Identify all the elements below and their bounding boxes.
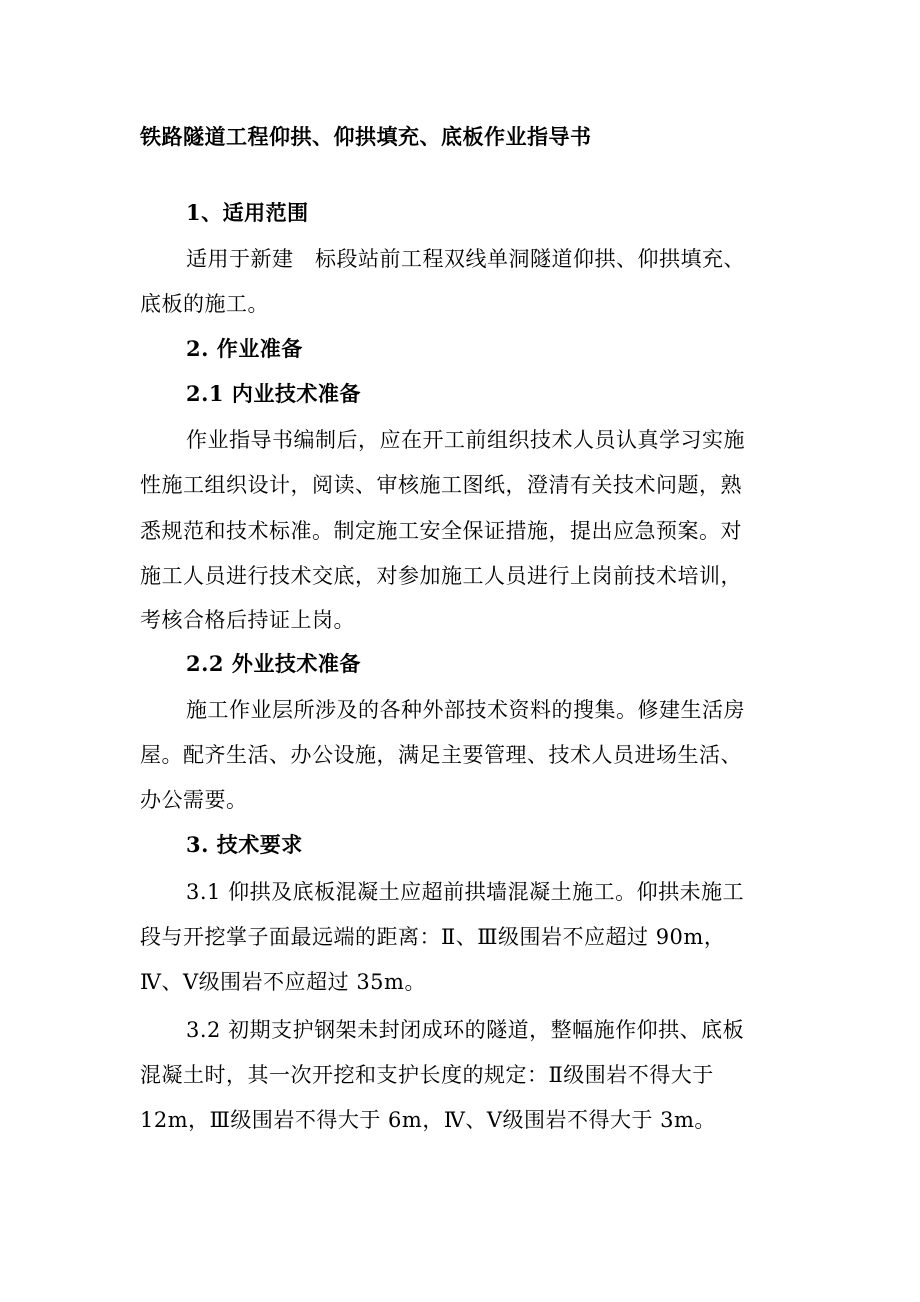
paragraph-line: 段与开挖掌子面最远端的距离：Ⅱ、Ⅲ级围岩不应超过 90m， xyxy=(140,925,726,949)
paragraph-line: 混凝土时，其一次开挖和支护长度的规定：Ⅱ级围岩不得大于 xyxy=(140,1063,714,1087)
paragraph-line: 办公需要。 xyxy=(140,788,248,812)
section-heading: 2.2 外业技术准备 xyxy=(186,651,361,676)
paragraph-line: 12m，Ⅲ级围岩不得大于 6m，Ⅳ、Ⅴ级围岩不得大于 3m。 xyxy=(140,1108,716,1132)
paragraph-line: 适用于新建 标段站前工程双线单洞隧道仰拱、仰拱填充、 xyxy=(186,247,745,271)
paragraph-line: 3.1 仰拱及底板混凝土应超前拱墙混凝土施工。仰拱未施工 xyxy=(186,880,745,904)
paragraph-line: 性施工组织设计，阅读、审核施工图纸，澄清有关技术问题，熟 xyxy=(140,473,742,497)
section-heading: 2.1 内业技术准备 xyxy=(186,381,361,406)
section-heading: 2. 作业准备 xyxy=(186,336,303,361)
paragraph-line: 底板的施工。 xyxy=(140,292,269,316)
paragraph-line: 施工人员进行技术交底，对参加施工人员进行上岗前技术培训， xyxy=(140,564,742,588)
paragraph-line: 3.2 初期支护钢架未封闭成环的隧道，整幅施作仰拱、底板 xyxy=(186,1018,745,1042)
section-heading: 3. 技术要求 xyxy=(186,832,303,857)
paragraph-line: Ⅳ、Ⅴ级围岩不应超过 35m。 xyxy=(140,970,426,994)
paragraph-line: 施工作业层所涉及的各种外部技术资料的搜集。修建生活房 xyxy=(186,698,745,722)
paragraph-line: 考核合格后持证上岗。 xyxy=(140,608,355,632)
paragraph-line: 作业指导书编制后，应在开工前组织技术人员认真学习实施 xyxy=(186,428,745,452)
document-title: 铁路隧道工程仰拱、仰拱填充、底板作业指导书 xyxy=(140,124,592,149)
section-heading: 1、适用范围 xyxy=(186,200,309,225)
paragraph-line: 屋。配齐生活、办公设施，满足主要管理、技术人员进场生活、 xyxy=(140,743,742,767)
paragraph-line: 悉规范和技术标准。制定施工安全保证措施，提出应急预案。对 xyxy=(140,519,742,543)
